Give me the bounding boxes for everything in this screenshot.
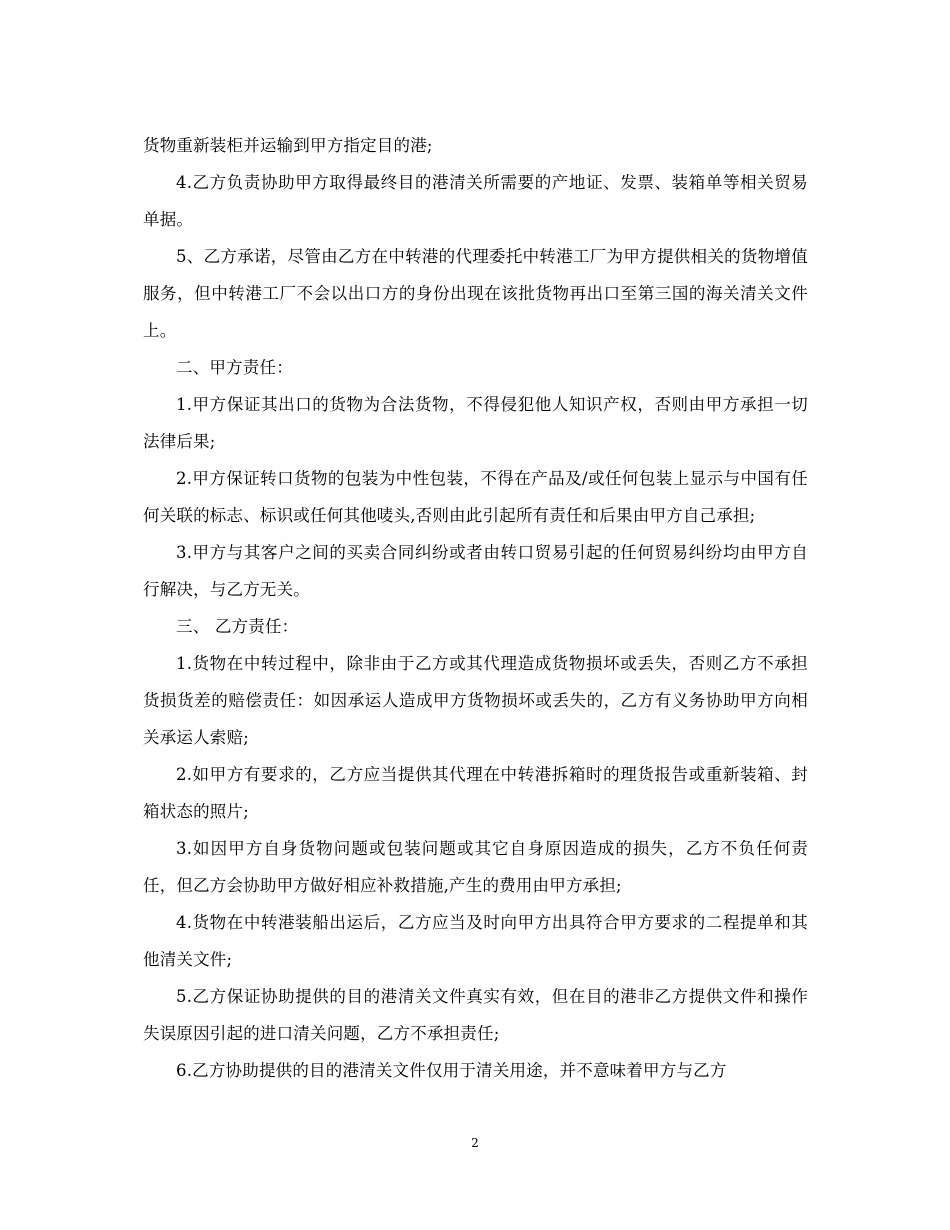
paragraph-party-b-6: 6.乙方协助提供的目的港清关文件仅用于清关用途，并不意味着甲方与乙方 [176, 1061, 727, 1080]
section-heading-party-a: 二、甲方责任： [176, 358, 293, 377]
paragraph-party-a-1: 1.甲方保证其出口的货物为合法货物，不得侵犯他人知识产权，否则由甲方承担一切法律后果; [143, 395, 808, 451]
paragraph-party-a-2: 2.甲方保证转口货物的包装为中性包装，不得在产品及/或任何包装上显示与中国有任何关联的标志、标识或任何其他唛头,否则由此引起所有责任和后果由甲方自己承担; [143, 469, 808, 525]
paragraph-item-4: 4.乙方负责协助甲方取得最终目的港清关所需要的产地证、发票、装箱单等相关贸易单据。 [143, 173, 808, 229]
paragraph-item-5: 5、乙方承诺，尽管由乙方在中转港的代理委托中转港工厂为甲方提供相关的货物增值服务，但中转港工厂不会以出口方的身份出现在该批货物再出口至第三国的海关清关文件上。 [143, 247, 808, 340]
page-number: 2 [471, 1136, 479, 1150]
paragraph-party-b-5: 5.乙方保证协助提供的目的港清关文件真实有效，但在目的港非乙方提供文件和操作失误原因引起的进口清关问题，乙方不承担责任; [143, 987, 808, 1043]
paragraph-party-b-3: 3.如因甲方自身货物问题或包装问题或其它自身原因造成的损失，乙方不负任何责任，但乙方会协助甲方做好相应补救措施,产生的费用由甲方承担; [143, 839, 808, 895]
paragraph-continuation: 货物重新装柜并运输到甲方指定目的港; [143, 136, 433, 155]
paragraph-party-b-1: 1.货物在中转过程中，除非由于乙方或其代理造成货物损坏或丢失，否则乙方不承担货损货差的赔偿责任：如因承运人造成甲方货物损坏或丢失的，乙方有义务协助甲方向相关承运人索赔; [143, 654, 808, 747]
section-heading-party-b: 三、 乙方责任： [176, 617, 299, 636]
paragraph-party-b-4: 4.货物在中转港装船出运后，乙方应当及时向甲方出具符合甲方要求的二程提单和其他清关文件; [143, 913, 808, 969]
paragraph-party-a-3: 3.甲方与其客户之间的买卖合同纠纷或者由转口贸易引起的任何贸易纠纷均由甲方自行解决，与乙方无关。 [143, 543, 808, 599]
paragraph-party-b-2: 2.如甲方有要求的，乙方应当提供其代理在中转港拆箱时的理货报告或重新装箱、封箱状态的照片; [143, 765, 808, 821]
document-body [143, 127, 808, 1089]
